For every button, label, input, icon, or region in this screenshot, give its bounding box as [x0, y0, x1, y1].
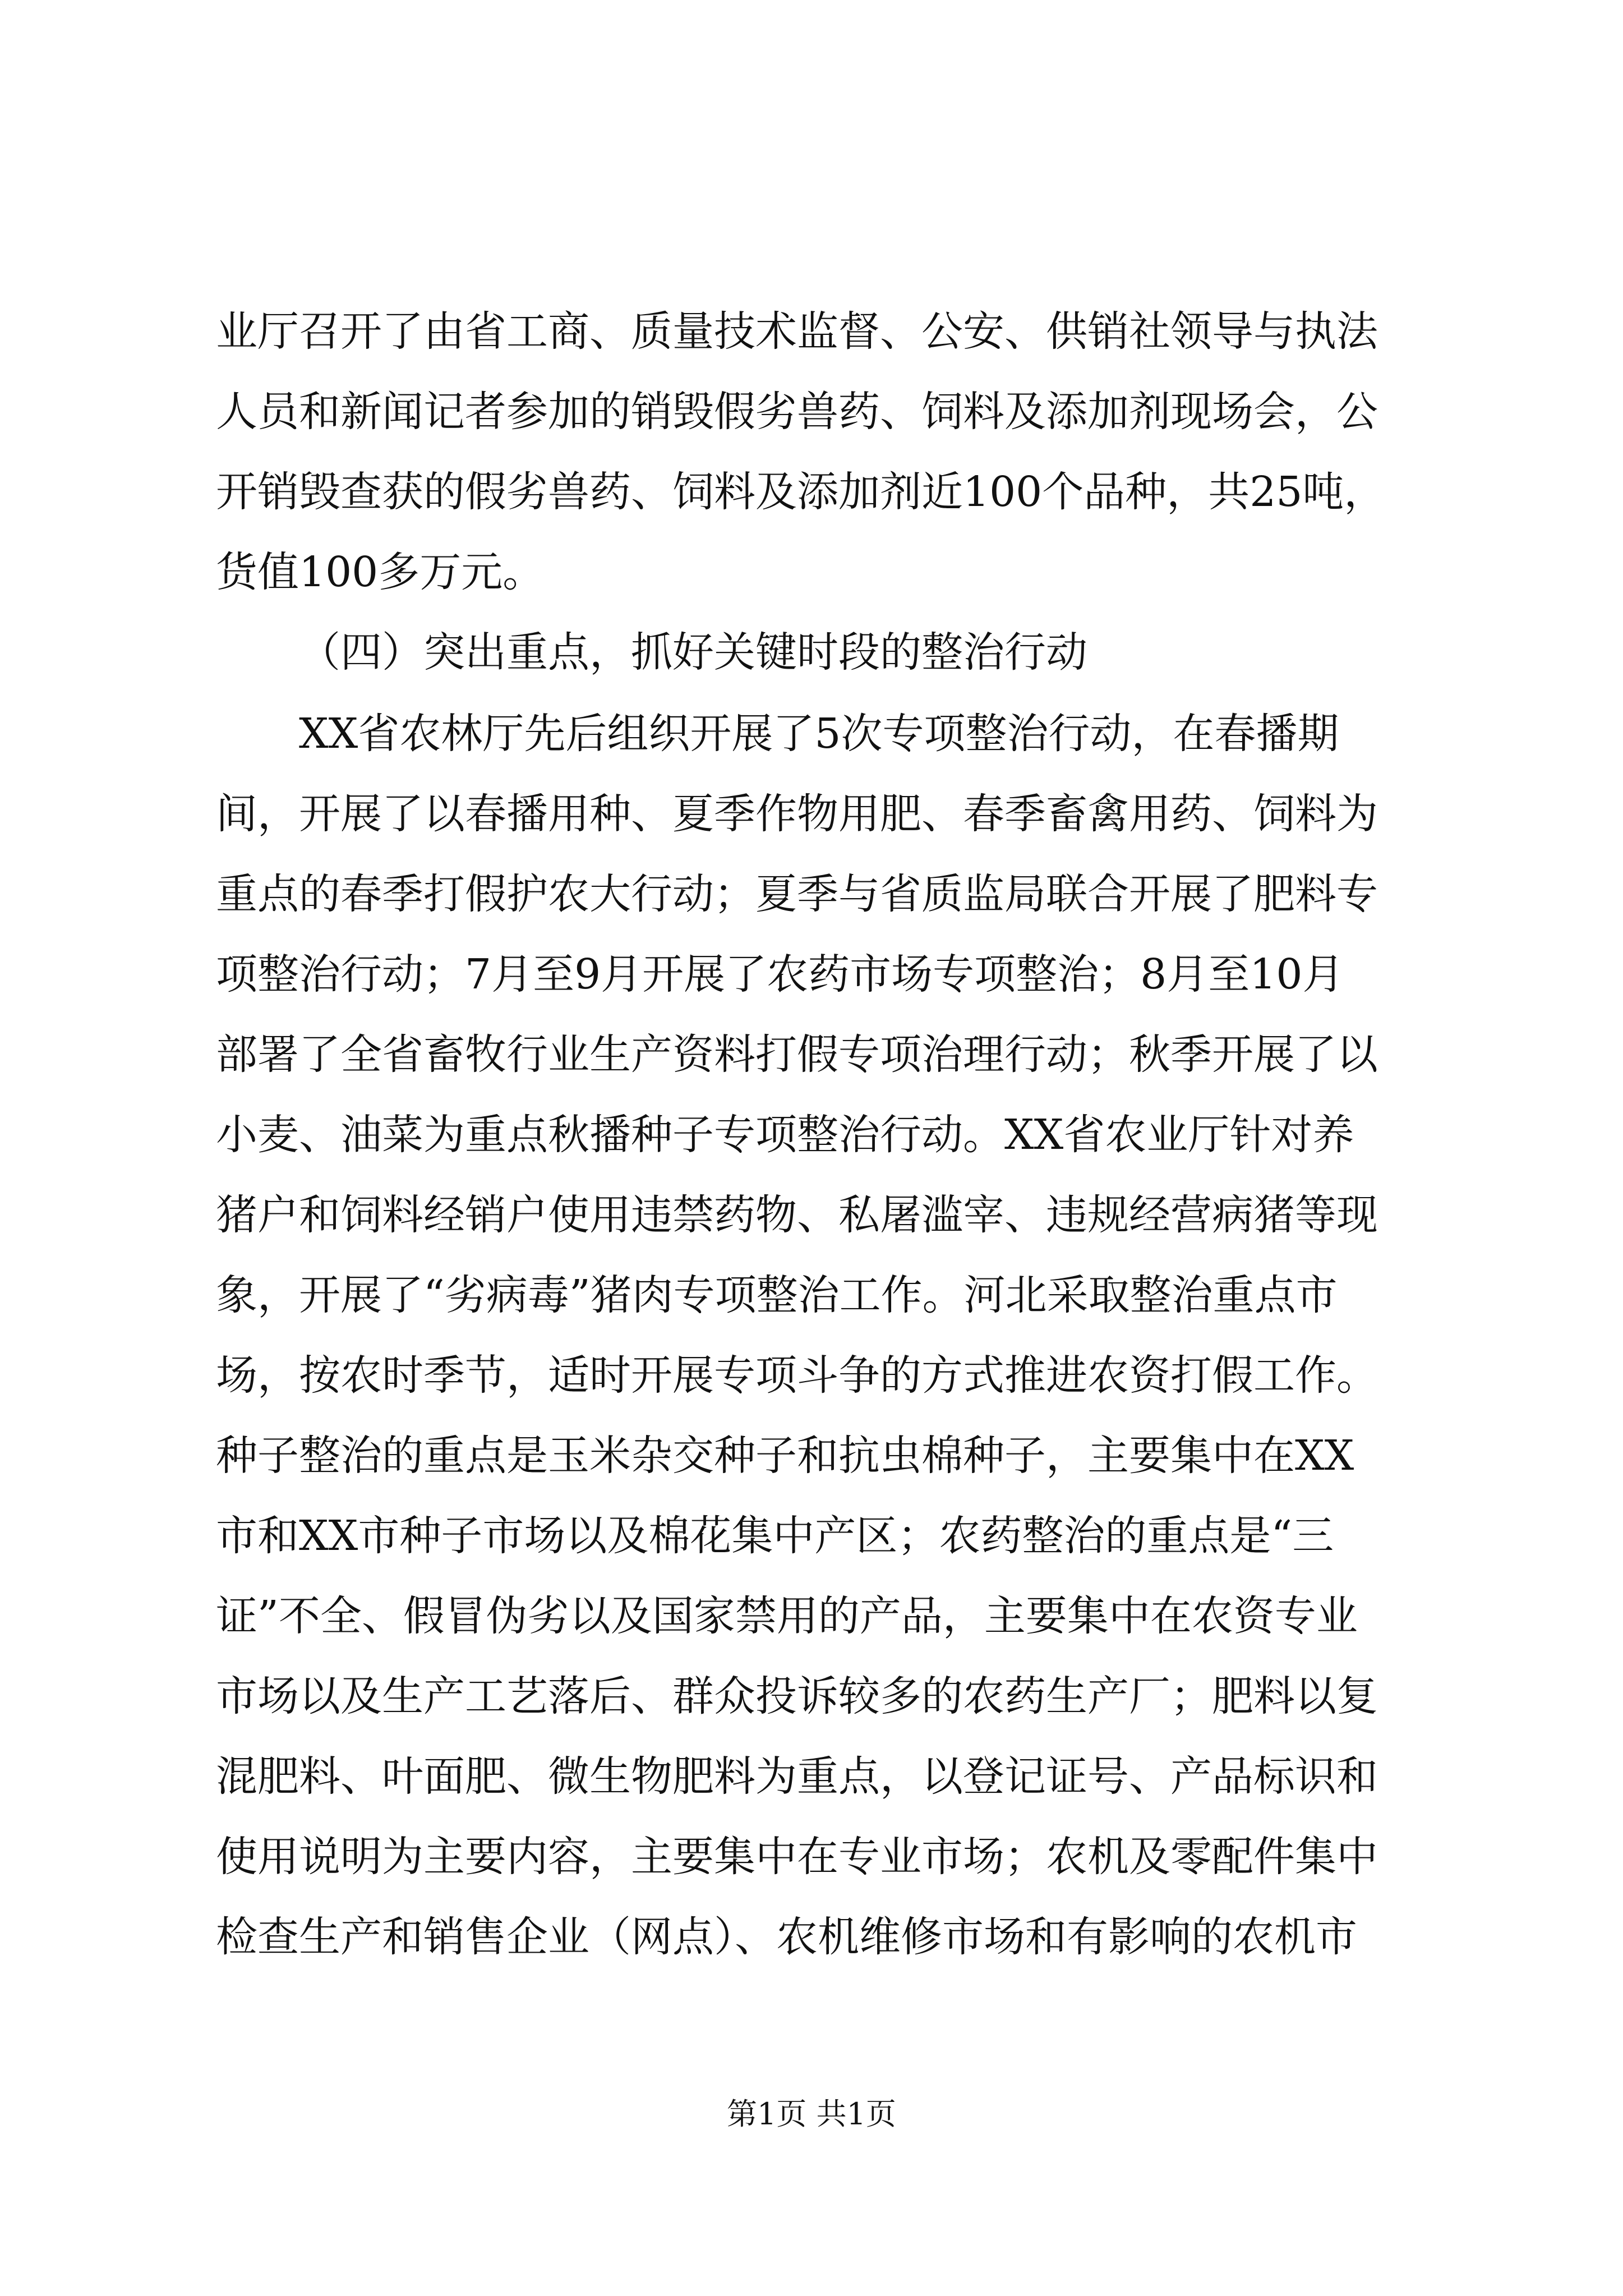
text-line: 检查生产和销售企业（网点）、农机维修市场和有影响的农机市	[216, 1913, 1357, 1961]
section-heading: （四）突出重点，抓好关键时段的整治行动	[299, 628, 1087, 677]
text-line: 业厅召开了由省工商、质量技术监督、公安、供销社领导与执法	[216, 307, 1378, 356]
text-line: 猪户和饲料经销户使用违禁药物、私屠滥宰、违规经营病猪等现	[216, 1191, 1378, 1239]
text-line: 重点的春季打假护农大行动；夏季与省质监局联合开展了肥料专	[216, 870, 1378, 918]
page-footer: 第1页 共1页	[727, 2096, 896, 2132]
text-line: 人员和新闻记者参加的销毁假劣兽药、饲料及添加剂现场会，公	[216, 388, 1378, 436]
text-line: 项整治行动；7月至9月开展了农药市场专项整治；8月至10月	[216, 950, 1344, 999]
text-line: 部署了全省畜牧行业生产资料打假专项治理行动；秋季开展了以	[216, 1030, 1378, 1079]
text-line: 象，开展了“劣病毒”猪肉专项整治工作。河北采取整治重点市	[216, 1271, 1338, 1319]
text-line: 货值100多万元。	[216, 548, 545, 596]
text-line: 间，开展了以春播用种、夏季作物用肥、春季畜禽用药、饲料为	[216, 790, 1378, 838]
text-line: 混肥料、叶面肥、微生物肥料为重点，以登记证号、产品标识和	[216, 1752, 1378, 1801]
text-line: XX省农林厅先后组织开展了5次专项整治行动，在春播期	[299, 710, 1339, 758]
text-line: 证”不全、假冒伪劣以及国家禁用的产品，主要集中在农资专业	[216, 1592, 1358, 1640]
text-line: 小麦、油菜为重点秋播种子专项整治行动。XX省农业厅针对养	[216, 1111, 1354, 1159]
text-line: 开销毁查获的假劣兽药、饲料及添加剂近100个品种，共25吨，	[216, 468, 1386, 516]
text-line: 市和XX市种子市场以及棉花集中产区；农药整治的重点是“三	[216, 1512, 1334, 1560]
text-line: 市场以及生产工艺落后、群众投诉较多的农药生产厂；肥料以复	[216, 1672, 1378, 1720]
text-line: 种子整治的重点是玉米杂交种子和抗虫棉种子，主要集中在XX	[216, 1432, 1354, 1480]
text-line: 场，按农时季节，适时开展专项斗争的方式推进农资打假工作。	[216, 1351, 1378, 1400]
text-line: 使用说明为主要内容，主要集中在专业市场；农机及零配件集中	[216, 1833, 1378, 1881]
